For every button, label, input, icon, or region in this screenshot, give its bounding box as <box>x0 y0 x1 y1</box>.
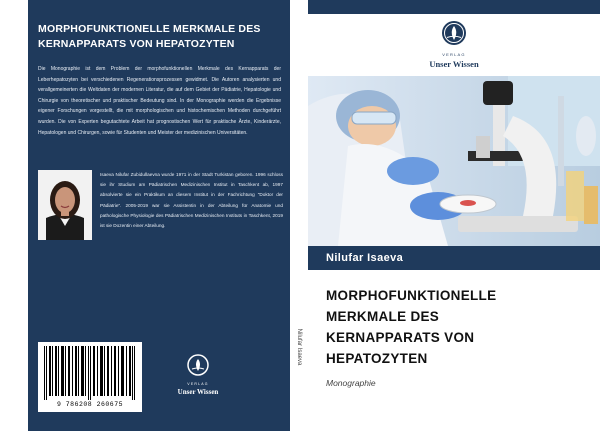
publisher-name: Unser Wissen <box>429 59 479 69</box>
book-description: Die Monographie ist dem Problem der morphofunktionellen Merkmale des Kernapparats der Leberhepatozyten bei verschiedenen Regenerationsprozessen gewidmet. Die Autoren analysierten und verallgemeinerten die Weltdaten der modernen Literatur, die auf dem Gebiet der Pädiatrie, Hepatologie und Chirurgie von theoretischer und praktischer Bedeutung sind. In der Monographie werden die Ergebnisse eigener Forschungen vorgestellt, die mit morphologischen und histochemischen Methoden durchgeführt wurden. Die von Experten begutachtete Arbeit hat prognostischen Wert für praktische Ärzte, Kinderärzte, Hepatologen und Chirurgen, sowie für Studenten und Meister der medizinischen Universitäten. <box>38 66 281 136</box>
publisher-verlag-label: VERLAG <box>442 52 466 57</box>
author-photo <box>38 170 92 240</box>
cover-photo <box>308 76 600 246</box>
isbn-barcode <box>38 342 142 412</box>
microscope-scientist-photo <box>308 76 600 246</box>
back-title-line: MORPHOFUNKTIONELLE MERKMALE DES <box>38 23 261 35</box>
front-author-name: Nilufar Isaeva <box>326 252 404 264</box>
spine-author: Nilufar Isaeva <box>296 328 302 366</box>
front-title-line: HEPATOZYTEN <box>326 351 428 366</box>
author-band <box>308 246 600 270</box>
front-title-line: MERKMALE DES <box>326 309 440 324</box>
back-title-line: KERNAPPARATS VON HEPATOZYTEN <box>38 38 235 50</box>
back-cover <box>28 0 290 431</box>
author-biography: Isaeva Nilufar Zubidullaevna wurde 1971 in der Stadt Turkistan geboren. 1996 schloss sie ihr Studium am Pädiatrischen Medizinischen Institut in Taschkent ab, 1997 absolvierte sie ein Praktikum an diesem Institut in der Fachrichtung "Doktor der Pädiatrie". 2005-2019 war sie Assistentin in der Abteilung für Anatomie und pathologische Physiologie des Pädiatrischen Medizinischen Instituts in Taschkent, 2019 ist sie Dozentin einer Abteilung. <box>100 172 283 229</box>
book-leaf-emblem-icon <box>441 20 467 46</box>
front-cover <box>308 0 600 431</box>
book-leaf-emblem-icon <box>187 354 209 376</box>
publisher-verlag-label: VERLAG <box>187 382 209 386</box>
front-title-line: KERNAPPARATS VON <box>326 330 475 345</box>
publisher-name: Unser Wissen <box>177 388 219 396</box>
publisher-logo-front <box>416 20 492 68</box>
front-top-bar <box>308 0 600 14</box>
back-cover-title <box>38 22 283 52</box>
barcode-bars <box>42 346 138 400</box>
front-title-line: MORPHOFUNKTIONELLE <box>326 288 497 303</box>
publisher-logo-back <box>168 354 228 400</box>
front-book-title <box>326 285 586 369</box>
isbn-number: 9 786208 260675 <box>56 401 123 408</box>
book-subtitle: Monographie <box>326 378 376 388</box>
